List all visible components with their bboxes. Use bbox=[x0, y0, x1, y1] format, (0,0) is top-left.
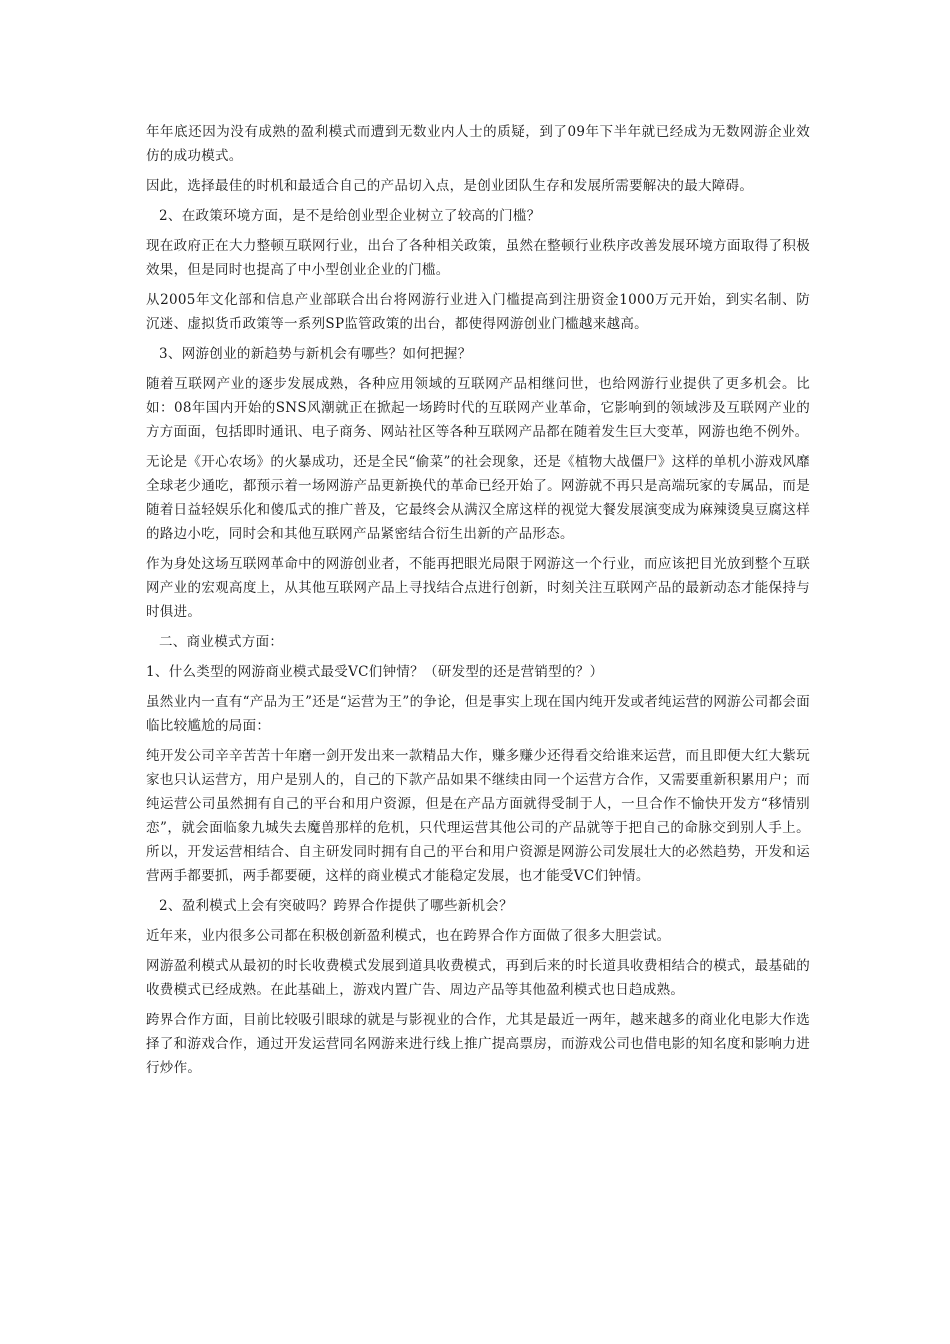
paragraph-continuation: 年年底还因为没有成熟的盈利模式而遭到无数业内人士的质疑，到了09年下半年就已经成为无数网游企业效仿的成功模式。 bbox=[146, 124, 810, 164]
paragraph-trends-3: 作为身处这场互联网革命中的网游创业者，不能再把眼光局限于网游这一个行业，而应该把目光放到整个互联网产业的宏观高度上，从其他互联网产品上寻找结合点进行创新，时刻关注互联网产品的最新动态才能保持与时俱进。 bbox=[146, 556, 810, 620]
heading-profit-model: 2、盈利模式上会有突破吗？跨界合作提供了哪些新机会？ bbox=[159, 898, 513, 914]
paragraph-policy-1: 现在政府正在大力整顿互联网行业，出台了各种相关政策，虽然在整顿行业秩序改善发展环境方面取得了积极效果，但是同时也提高了中小型创业企业的门槛。 bbox=[146, 238, 810, 278]
heading-business-model: 二、商业模式方面： bbox=[159, 634, 284, 650]
heading-vc-preference: 1、什么类型的网游商业模式最受VC们钟情？（研发型的还是营销型的？） bbox=[146, 664, 604, 680]
paragraph-vc-2: 纯开发公司辛辛苦苦十年磨一剑开发出来一款精品大作，赚多赚少还得看交给谁来运营，而且即便大红大紫玩家也只认运营方，用户是别人的，自己的下款产品如果不继续由同一个运营方合作，又需要重新积累用户；而纯运营公司虽然拥有自己的平台和用户资源，但是在产品方面就得受制于人，一旦合作不愉快开发方“移情别恋”，就会面临象九城失去魔兽那样的危机，只代理运营其他公司的产品就等于把自己的命脉交到别人手上。所以，开发运营相结合、自主研发同时拥有自己的平台和用户资源是网游公司发展壮大的必然趋势，开发和运营两手都要抓，两手都要硬，这样的商业模式才能稳定发展，也才能受VC们钟情。 bbox=[146, 748, 810, 884]
paragraph-trends-1: 随着互联网产业的逐步发展成熟，各种应用领域的互联网产品相继问世，也给网游行业提供了更多机会。比如：08年国内开始的SNS风潮就正在掀起一场跨时代的互联网产业革命，它影响到的领域涉及互联网产业的方方面面，包括即时通讯、电子商务、网站社区等各种互联网产品都在随着发生巨大变革，网游也绝不例外。 bbox=[146, 376, 810, 440]
paragraph-trends-2: 无论是《开心农场》的火暴成功，还是全民“偷菜”的社会现象，还是《植物大战僵尸》这样的单机小游戏风靡全球老少通吃，都预示着一场网游产品更新换代的革命已经开始了。网游就不再只是高端玩家的专属品，而是随着日益轻娱乐化和傻瓜式的推广普及，它最终会从满汉全席这样的视觉大餐发展演变成为麻辣烫臭豆腐这样的路边小吃，同时会和其他互联网产品紧密结合衍生出新的产品形态。 bbox=[146, 454, 810, 542]
paragraph-profit-3: 跨界合作方面，目前比较吸引眼球的就是与影视业的合作，尤其是最近一两年，越来越多的商业化电影大作选择了和游戏合作，通过开发运营同名网游来进行线上推广提高票房，而游戏公司也借电影的知名度和影响力进行炒作。 bbox=[146, 1012, 810, 1076]
paragraph-vc-1: 虽然业内一直有“产品为王”还是“运营为王”的争论，但是事实上现在国内纯开发或者纯运营的网游公司都会面临比较尴尬的局面： bbox=[146, 694, 810, 734]
paragraph-conclusion: 因此，选择最佳的时机和最适合自己的产品切入点，是创业团队生存和发展所需要解决的最大障碍。 bbox=[146, 178, 754, 194]
document-body bbox=[146, 120, 810, 1086]
heading-policy: 2、在政策环境方面，是不是给创业型企业树立了较高的门槛？ bbox=[159, 208, 541, 224]
heading-trends: 3、网游创业的新趋势与新机会有哪些？如何把握？ bbox=[159, 346, 472, 362]
paragraph-profit-1: 近年来，业内很多公司都在积极创新盈利模式，也在跨界合作方面做了很多大胆尝试。 bbox=[146, 928, 671, 944]
paragraph-policy-2: 从2005年文化部和信息产业部联合出台将网游行业进入门槛提高到注册资金1000万元开始，到实名制、防沉迷、虚拟货币政策等一系列SP监管政策的出台，都使得网游创业门槛越来越高。 bbox=[146, 292, 810, 332]
paragraph-profit-2: 网游盈利模式从最初的时长收费模式发展到道具收费模式，再到后来的时长道具收费相结合的模式，最基础的收费模式已经成熟。在此基础上，游戏内置广告、周边产品等其他盈利模式也日趋成熟。 bbox=[146, 958, 810, 998]
